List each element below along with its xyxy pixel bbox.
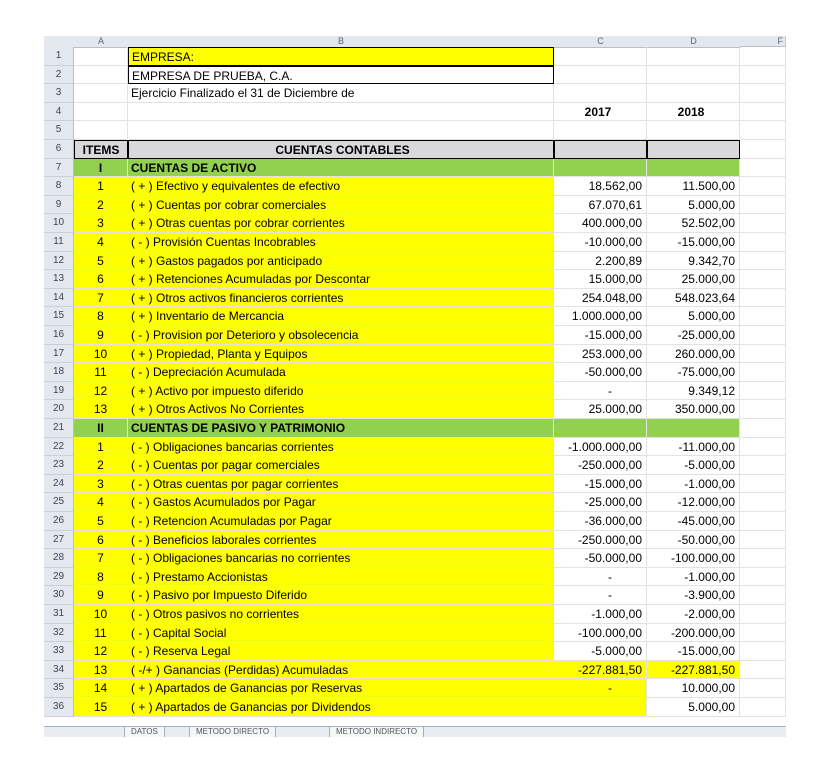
cell-empty[interactable] <box>740 307 786 326</box>
sheet-row <box>44 568 786 587</box>
empresa-label[interactable]: EMPRESA: <box>128 47 554 66</box>
cell-empty[interactable] <box>740 159 786 178</box>
value-2018[interactable]: 5.000,00 <box>647 698 740 717</box>
sheet-row <box>44 586 786 605</box>
row-number[interactable]: 19 <box>44 382 74 401</box>
row-number[interactable]: 21 <box>44 419 74 438</box>
value-2017[interactable]: -227.881,50 <box>554 661 647 680</box>
value-2018[interactable]: -100.000,00 <box>647 549 740 568</box>
row-number[interactable]: 14 <box>44 289 74 308</box>
account-label[interactable]: ( - ) Obligaciones bancarias no corrientes <box>128 549 554 568</box>
row-number[interactable]: 28 <box>44 549 74 568</box>
sheet-tabs-bar <box>44 726 786 737</box>
value-2017[interactable]: -15.000,00 <box>554 326 647 345</box>
sheet-row <box>44 103 786 122</box>
value-2018[interactable]: -1.000,00 <box>647 568 740 587</box>
sheet-row <box>44 363 786 382</box>
sheet-row <box>44 624 786 643</box>
cell-empty[interactable] <box>128 121 554 140</box>
cell-empty[interactable] <box>128 103 554 122</box>
row-number[interactable]: 24 <box>44 475 74 494</box>
value-2018[interactable]: 5.000,00 <box>647 307 740 326</box>
row-number[interactable]: 11 <box>44 233 74 252</box>
value-2017[interactable]: - <box>554 382 647 401</box>
sheet-row <box>44 214 786 233</box>
row-number[interactable]: 35 <box>44 679 74 698</box>
sheet-row <box>44 475 786 494</box>
cell-empty[interactable] <box>647 47 740 66</box>
section-cell[interactable] <box>647 419 740 438</box>
column-header-a[interactable]: A <box>74 36 129 48</box>
sheet-row <box>44 47 786 66</box>
value-2018[interactable]: 52.502,00 <box>647 214 740 233</box>
value-2017[interactable]: -25.000,00 <box>554 493 647 512</box>
value-2017[interactable]: -250.000,00 <box>554 456 647 475</box>
cell-empty[interactable] <box>740 233 786 252</box>
row-number[interactable]: 12 <box>44 252 74 271</box>
cell-empty[interactable] <box>554 84 647 103</box>
sheet-row <box>44 84 786 103</box>
value-2018[interactable]: 350.000,00 <box>647 400 740 419</box>
cell-empty[interactable] <box>740 345 786 364</box>
value-2017[interactable]: 15.000,00 <box>554 270 647 289</box>
sheet-tab-datos[interactable]: DATOS <box>124 727 165 737</box>
sheet-row <box>44 326 786 345</box>
header-cell-2018[interactable] <box>647 140 740 159</box>
sheet-row <box>44 661 786 680</box>
row-number[interactable]: 23 <box>44 456 74 475</box>
sheet-row <box>44 159 786 178</box>
cell-empty[interactable] <box>740 382 786 401</box>
item-number[interactable]: 3 <box>74 475 128 494</box>
sheet-row <box>44 252 786 271</box>
cell-empty[interactable] <box>740 326 786 345</box>
value-2018[interactable]: 9.342,70 <box>647 252 740 271</box>
account-label[interactable]: ( + ) Apartados de Ganancias por Dividendos <box>128 698 554 717</box>
year-2017-header[interactable]: 2017 <box>554 103 647 122</box>
value-2017[interactable]: - <box>554 679 647 698</box>
row-number[interactable]: 16 <box>44 326 74 345</box>
sheet-row <box>44 512 786 531</box>
sheet-row <box>44 66 786 85</box>
sheet-row <box>44 531 786 550</box>
row-number[interactable]: 36 <box>44 698 74 717</box>
value-2018[interactable]: 260.000,00 <box>647 345 740 364</box>
value-2017[interactable]: - <box>554 586 647 605</box>
value-2017[interactable]: -10.000,00 <box>554 233 647 252</box>
value-2017[interactable]: -15.000,00 <box>554 475 647 494</box>
value-2018[interactable]: -25.000,00 <box>647 326 740 345</box>
row-number[interactable]: 10 <box>44 214 74 233</box>
value-2018[interactable]: 25.000,00 <box>647 270 740 289</box>
year-2018-header[interactable]: 2018 <box>647 103 740 122</box>
value-2018[interactable]: 5.000,00 <box>647 196 740 215</box>
cell-empty[interactable] <box>740 568 786 587</box>
row-number[interactable]: 32 <box>44 624 74 643</box>
cell-empty[interactable] <box>740 605 786 624</box>
cell-empty[interactable] <box>740 475 786 494</box>
item-number[interactable]: 11 <box>74 624 128 643</box>
value-2017[interactable]: -1.000.000,00 <box>554 438 647 457</box>
value-2018[interactable]: -5.000,00 <box>647 456 740 475</box>
value-2018[interactable]: -227.881,50 <box>647 661 740 680</box>
value-2017[interactable]: 1.000.000,00 <box>554 307 647 326</box>
cell-empty[interactable] <box>740 196 786 215</box>
sheet-row <box>44 642 786 661</box>
cell-empty[interactable] <box>740 661 786 680</box>
cell-empty[interactable] <box>740 456 786 475</box>
item-number[interactable]: 5 <box>74 512 128 531</box>
value-2017[interactable]: 67.070,61 <box>554 196 647 215</box>
sheet-row <box>44 400 786 419</box>
sheet-row <box>44 233 786 252</box>
value-2018[interactable]: -50.000,00 <box>647 531 740 550</box>
account-label[interactable]: ( - ) Provision por Deterioro y obsolecencia <box>128 326 554 345</box>
account-label[interactable]: ( + ) Propiedad, Planta y Equipos <box>128 345 554 364</box>
cell-empty[interactable] <box>740 549 786 568</box>
account-label[interactable]: ( - ) Reserva Legal <box>128 642 554 661</box>
value-2017[interactable]: 254.048,00 <box>554 289 647 308</box>
row-number[interactable]: 4 <box>44 103 74 122</box>
account-label[interactable]: ( + ) Otros Activos No Corrientes <box>128 400 554 419</box>
item-number[interactable]: 12 <box>74 382 128 401</box>
account-label[interactable]: ( + ) Inventario de Mercancia <box>128 307 554 326</box>
section-title[interactable]: CUENTAS DE PASIVO Y PATRIMONIO <box>128 419 554 438</box>
cell-empty[interactable] <box>740 214 786 233</box>
value-2018[interactable]: 548.023,64 <box>647 289 740 308</box>
account-label[interactable]: ( + ) Activo por impuesto diferido <box>128 382 554 401</box>
item-number[interactable]: 5 <box>74 252 128 271</box>
row-number[interactable]: 34 <box>44 661 74 680</box>
item-number[interactable]: 1 <box>74 438 128 457</box>
sheet-row <box>44 140 786 159</box>
row-number[interactable]: 15 <box>44 307 74 326</box>
value-2017[interactable]: -50.000,00 <box>554 549 647 568</box>
row-number[interactable]: 7 <box>44 159 74 178</box>
column-header-c[interactable]: C <box>554 36 648 48</box>
value-2018[interactable]: -3.900,00 <box>647 586 740 605</box>
account-label[interactable]: ( - ) Retencion Acumuladas por Pagar <box>128 512 554 531</box>
sheet-row <box>44 177 786 196</box>
cell-empty[interactable] <box>74 66 128 85</box>
row-number[interactable]: 31 <box>44 605 74 624</box>
item-number[interactable]: 3 <box>74 214 128 233</box>
cuentas-contables-header[interactable]: CUENTAS CONTABLES <box>128 140 554 159</box>
item-number[interactable]: 7 <box>74 549 128 568</box>
item-number[interactable]: 1 <box>74 177 128 196</box>
item-number[interactable]: 9 <box>74 586 128 605</box>
row-number[interactable]: 22 <box>44 438 74 457</box>
value-2018[interactable]: -75.000,00 <box>647 363 740 382</box>
sheet-row <box>44 419 786 438</box>
item-number[interactable]: 7 <box>74 289 128 308</box>
row-number[interactable]: 8 <box>44 177 74 196</box>
account-label[interactable]: ( + ) Efectivo y equivalentes de efectivo <box>128 177 554 196</box>
sheet-row <box>44 121 786 140</box>
value-2018[interactable]: 10.000,00 <box>647 679 740 698</box>
account-label[interactable]: ( - ) Pasivo por Impuesto Diferido <box>128 586 554 605</box>
cell-empty[interactable] <box>740 270 786 289</box>
section-number[interactable]: II <box>74 419 128 438</box>
cell-empty[interactable] <box>647 84 740 103</box>
account-label[interactable]: ( + ) Gastos pagados por anticipado <box>128 252 554 271</box>
value-2017[interactable]: 25.000,00 <box>554 400 647 419</box>
cell-empty[interactable] <box>74 103 128 122</box>
sheet-row <box>44 493 786 512</box>
value-2017[interactable]: -250.000,00 <box>554 531 647 550</box>
sheet-row <box>44 438 786 457</box>
section-cell[interactable] <box>647 159 740 178</box>
cell-empty[interactable] <box>647 66 740 85</box>
row-number[interactable]: 13 <box>44 270 74 289</box>
row-number[interactable]: 27 <box>44 531 74 550</box>
item-number[interactable]: 2 <box>74 196 128 215</box>
account-label[interactable]: ( + ) Cuentas por cobrar comerciales <box>128 196 554 215</box>
cell-empty[interactable] <box>740 679 786 698</box>
row-number[interactable]: 33 <box>44 642 74 661</box>
value-2018[interactable]: -15.000,00 <box>647 642 740 661</box>
section-title[interactable]: CUENTAS DE ACTIVO <box>128 159 554 178</box>
account-label[interactable]: ( - ) Obligaciones bancarias corrientes <box>128 438 554 457</box>
sheet-row <box>44 307 786 326</box>
sheet-row <box>44 549 786 568</box>
cell-empty[interactable] <box>740 531 786 550</box>
item-number[interactable]: 10 <box>74 345 128 364</box>
row-number[interactable]: 6 <box>44 140 74 159</box>
account-label[interactable]: ( + ) Otras cuentas por cobrar corrientes <box>128 214 554 233</box>
cell-empty[interactable] <box>740 512 786 531</box>
row-number[interactable]: 18 <box>44 363 74 382</box>
account-label[interactable]: ( + ) Apartados de Ganancias por Reservas <box>128 679 554 698</box>
item-number[interactable]: 9 <box>74 326 128 345</box>
row-number[interactable]: 3 <box>44 84 74 103</box>
row-number[interactable]: 2 <box>44 66 74 85</box>
sheet-row <box>44 605 786 624</box>
cell-empty[interactable] <box>740 140 786 159</box>
cell-empty[interactable] <box>740 177 786 196</box>
account-label[interactable]: ( - ) Gastos Acumulados por Pagar <box>128 493 554 512</box>
cell-empty[interactable] <box>740 84 786 103</box>
account-label[interactable]: ( - ) Depreciación Acumulada <box>128 363 554 382</box>
row-number[interactable]: 5 <box>44 121 74 140</box>
account-label[interactable]: ( - ) Capital Social <box>128 624 554 643</box>
sheet-row <box>44 382 786 401</box>
cell-empty[interactable] <box>740 103 786 122</box>
value-2018[interactable]: -45.000,00 <box>647 512 740 531</box>
cell-empty[interactable] <box>554 121 647 140</box>
item-number[interactable]: 6 <box>74 531 128 550</box>
cell-empty[interactable] <box>647 121 740 140</box>
item-number[interactable]: 13 <box>74 661 128 680</box>
cell-empty[interactable] <box>740 66 786 85</box>
value-2018[interactable]: -15.000,00 <box>647 233 740 252</box>
row-number[interactable]: 30 <box>44 586 74 605</box>
item-number[interactable]: 12 <box>74 642 128 661</box>
value-2017[interactable]: - <box>554 568 647 587</box>
item-number[interactable]: 2 <box>74 456 128 475</box>
cell-empty[interactable] <box>740 493 786 512</box>
value-2018[interactable]: -2.000,00 <box>647 605 740 624</box>
value-2018[interactable]: 9.349,12 <box>647 382 740 401</box>
value-2018[interactable]: -12.000,00 <box>647 493 740 512</box>
account-label[interactable]: ( - ) Otras cuentas por pagar corrientes <box>128 475 554 494</box>
item-number[interactable]: 15 <box>74 698 128 717</box>
value-2017[interactable]: -36.000,00 <box>554 512 647 531</box>
cell-empty[interactable] <box>740 363 786 382</box>
value-2018[interactable]: -200.000,00 <box>647 624 740 643</box>
cell-empty[interactable] <box>740 642 786 661</box>
cell-empty[interactable] <box>74 47 128 66</box>
column-header-b[interactable]: B <box>128 36 555 48</box>
spreadsheet-grid[interactable] <box>44 36 786 726</box>
item-number[interactable]: 11 <box>74 363 128 382</box>
cell-empty[interactable] <box>74 84 128 103</box>
account-label[interactable]: ( + ) Otros activos financieros corrientes <box>128 289 554 308</box>
cell-empty[interactable] <box>740 121 786 140</box>
value-2017[interactable]: 18.562,00 <box>554 177 647 196</box>
item-number[interactable]: 4 <box>74 493 128 512</box>
cell-empty[interactable] <box>554 47 647 66</box>
account-label[interactable]: ( + ) Retenciones Acumuladas por Descontar <box>128 270 554 289</box>
account-label[interactable]: ( -/+ ) Ganancias (Perdidas) Acumuladas <box>128 661 554 680</box>
section-number[interactable]: I <box>74 159 128 178</box>
cell-empty[interactable] <box>740 419 786 438</box>
value-2018[interactable]: 11.500,00 <box>647 177 740 196</box>
items-header[interactable]: ITEMS <box>74 140 128 159</box>
account-label[interactable]: ( - ) Provisión Cuentas Incobrables <box>128 233 554 252</box>
sheet-row <box>44 679 786 698</box>
item-number[interactable]: 6 <box>74 270 128 289</box>
cell-empty[interactable] <box>554 66 647 85</box>
item-number[interactable]: 10 <box>74 605 128 624</box>
row-number[interactable]: 9 <box>44 196 74 215</box>
row-number[interactable]: 29 <box>44 568 74 587</box>
account-label[interactable]: ( - ) Prestamo Accionistas <box>128 568 554 587</box>
item-number[interactable]: 8 <box>74 307 128 326</box>
sheet-row <box>44 456 786 475</box>
ejercicio-label[interactable]: Ejercicio Finalizado el 31 de Diciembre de <box>128 84 554 103</box>
item-number[interactable]: 14 <box>74 679 128 698</box>
row-number[interactable]: 1 <box>44 47 74 66</box>
cell-empty[interactable] <box>740 47 786 66</box>
empresa-name[interactable]: EMPRESA DE PRUEBA, C.A. <box>128 66 554 85</box>
cell-empty[interactable] <box>74 121 128 140</box>
cell-empty[interactable] <box>740 624 786 643</box>
value-2017[interactable] <box>554 698 647 717</box>
sheet-row <box>44 289 786 308</box>
row-number[interactable]: 25 <box>44 493 74 512</box>
account-label[interactable]: ( - ) Beneficios laborales corrientes <box>128 531 554 550</box>
cell-empty[interactable] <box>740 252 786 271</box>
value-2018[interactable]: -1.000,00 <box>647 475 740 494</box>
item-number[interactable]: 8 <box>74 568 128 587</box>
row-number[interactable]: 26 <box>44 512 74 531</box>
value-2017[interactable]: -1.000,00 <box>554 605 647 624</box>
sheet-row <box>44 698 786 717</box>
value-2017[interactable]: 400.000,00 <box>554 214 647 233</box>
sheet-tab-metodo-directo[interactable]: METODO DIRECTO <box>189 727 276 737</box>
cell-empty[interactable] <box>740 289 786 308</box>
value-2018[interactable]: -11.000,00 <box>647 438 740 457</box>
sheet-tab-metodo-indirecto[interactable]: METODO INDIRECTO <box>329 727 424 737</box>
item-number[interactable]: 13 <box>74 400 128 419</box>
row-number[interactable]: 20 <box>44 400 74 419</box>
cell-empty[interactable] <box>740 698 786 717</box>
value-2017[interactable]: 2.200,89 <box>554 252 647 271</box>
value-2017[interactable]: 253.000,00 <box>554 345 647 364</box>
header-cell-2017[interactable] <box>554 140 647 159</box>
cell-empty[interactable] <box>740 586 786 605</box>
account-label[interactable]: ( - ) Otros pasivos no corrientes <box>128 605 554 624</box>
column-header-d[interactable]: D <box>647 36 741 48</box>
sheet-row <box>44 196 786 215</box>
cell-empty[interactable] <box>740 400 786 419</box>
section-cell[interactable] <box>554 159 647 178</box>
sheet-row <box>44 345 786 364</box>
value-2017[interactable]: -100.000,00 <box>554 624 647 643</box>
value-2017[interactable]: -5.000,00 <box>554 642 647 661</box>
row-number[interactable]: 17 <box>44 345 74 364</box>
account-label[interactable]: ( - ) Cuentas por pagar comerciales <box>128 456 554 475</box>
cell-empty[interactable] <box>740 438 786 457</box>
item-number[interactable]: 4 <box>74 233 128 252</box>
value-2017[interactable]: -50.000,00 <box>554 363 647 382</box>
sheet-row <box>44 270 786 289</box>
section-cell[interactable] <box>554 419 647 438</box>
column-header-f[interactable]: F <box>740 36 786 47</box>
